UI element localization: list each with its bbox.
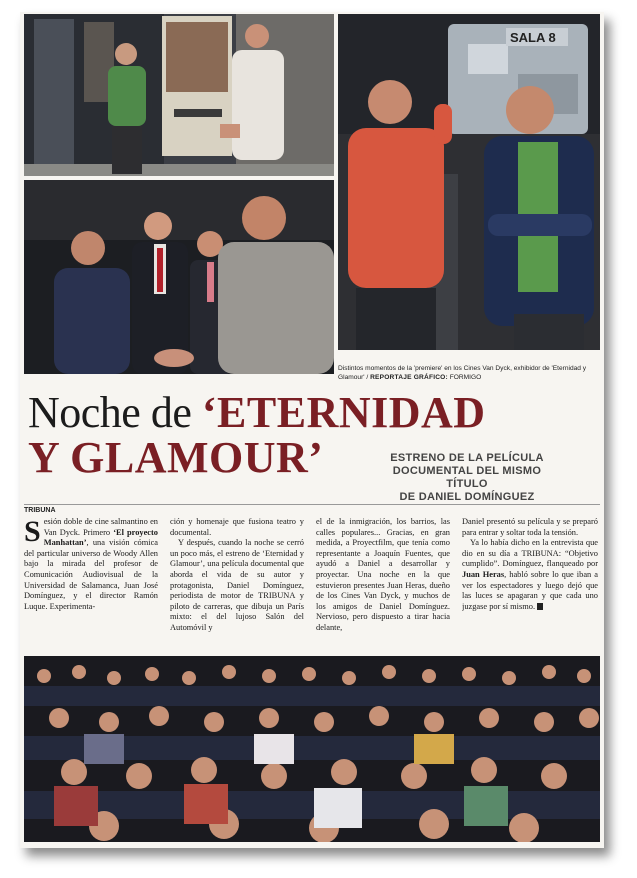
article-column-4 — [462, 517, 598, 657]
headline-plain: Noche de — [28, 388, 202, 437]
caption-photographer: FORMIGO — [449, 374, 482, 381]
article-text: , habló sobre lo que iban a ver los espectadores y luego dejó que las luces se apagaran y que cada uno juzgase por sí mismo. — [462, 569, 598, 611]
divider — [24, 504, 600, 505]
article-column-2 — [170, 517, 304, 657]
headline-red-line1: ‘ETERNIDAD — [201, 388, 486, 437]
article-text: , una visión cómica del particular universo de Woody Allen bajo la mirada del profesor de Comunicación Audiovisual de la Universidad de Salamanca, Juan José Domínguez, y el director Ramón Luque. Experimenta- — [24, 538, 158, 611]
subheadline-line: DE DANIEL DOMÍNGUEZ — [399, 491, 535, 503]
article-paragraph: Daniel presentó su película y se preparó para entrar y soltar toda la tensión. — [462, 517, 598, 537]
photo-handshake — [24, 180, 334, 374]
photo-cinema-entrance — [24, 14, 334, 176]
caption-text: Distintos momentos de la 'premiere' en los Cines Van Dyck, exhibidor de 'Eternidad y Glamour' / — [338, 365, 587, 381]
article-column-1 — [24, 517, 158, 657]
article-paragraph: el de la inmigración, los barrios, las calles populares... Gracias, en gran medida, a Proyectfilm, que tenía como representante a Joaquín Fuentes, que ayudó a Daniel a desarrollar y proyectar. Una noche en la que estuvieron presentes Juan Heras, dueño de los Cines Van Dyck, y muchos de los amigos de Daniel Domínguez. Nervioso, pero dispuesto a tirar hacia delante, — [316, 517, 450, 632]
newspaper-page — [20, 12, 604, 848]
projector-sign: SALA 8 — [510, 30, 556, 45]
subheadline-line: ESTRENO DE LA PELÍCULA — [390, 452, 544, 464]
section-label: TRIBUNA — [24, 507, 56, 514]
article-paragraph: Y después, cuando la noche se cerró un poco más, el estreno de ‘Eternidad y Glamour’, una película documental que aborda el vida de su autor y protagonista, Daniel Domínguez, periodista de motor de TRIBUNA y piloto de carreras, que dibuja un París mixto: el del lujoso Salón del Automóvil y — [170, 538, 304, 632]
article-name: Juan Heras — [462, 569, 505, 579]
headline-red-line2: Y GLAMOUR’ — [28, 433, 324, 482]
article-text: esión doble de cine salmantino en Van Dyck. Primero — [43, 517, 158, 537]
article-column-3 — [316, 517, 450, 657]
article-paragraph: ción y homenaje que fusiona teatro y documental. — [170, 517, 304, 537]
photo-audience — [24, 656, 600, 842]
photo-caption — [338, 364, 600, 382]
end-mark — [537, 603, 543, 610]
photo-projector-room — [338, 14, 600, 350]
caption-credit: REPORTAJE GRÁFICO: — [370, 374, 448, 381]
dropcap: S — [24, 517, 41, 548]
article-text: Ya lo había dicho en la entrevista que dio en su día a TRIBUNA: “Objetivo cumplido”. Domínguez, flanqueado por — [462, 538, 598, 569]
subheadline-line: DOCUMENTAL DEL MISMO TÍTULO — [392, 465, 542, 490]
subheadline — [372, 452, 562, 504]
article-film-title: ‘El proyecto Manhattan’ — [43, 527, 158, 548]
